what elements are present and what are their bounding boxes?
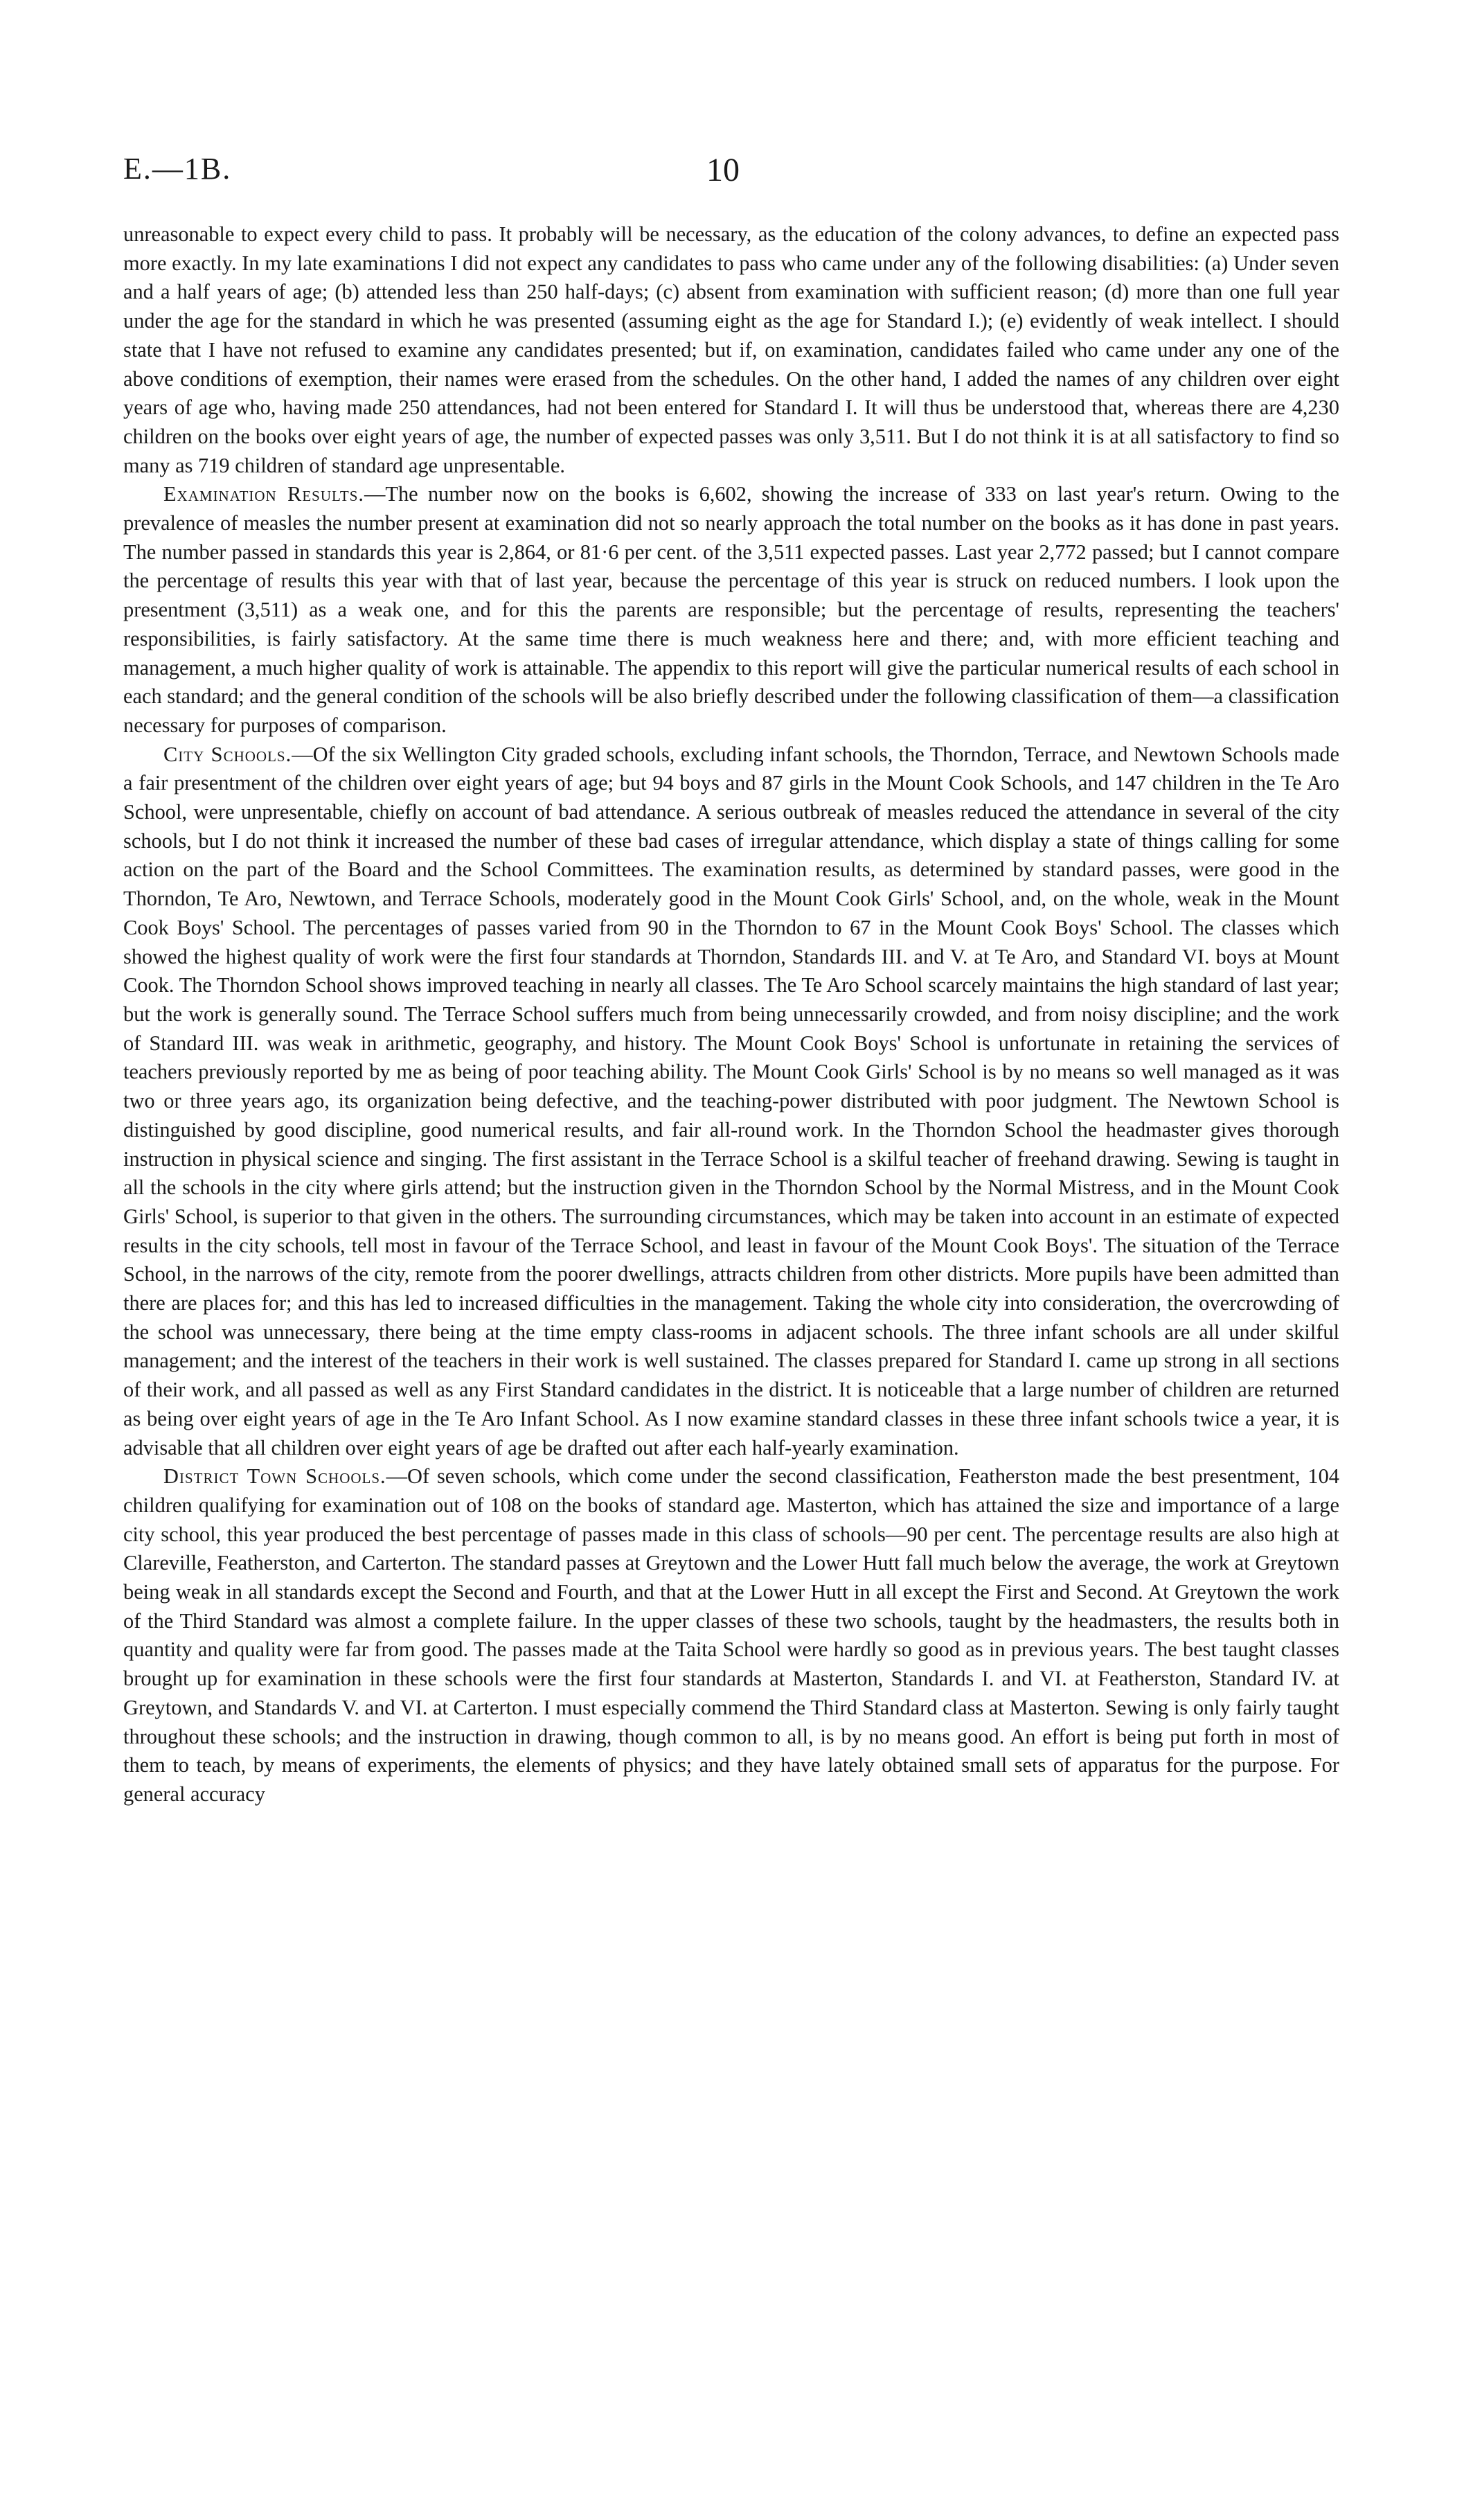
section-heading: Examination Results. — [163, 482, 364, 506]
paragraph-text: —The number now on the books is 6,602, showing the increase of 333 on last year's return. Owing to the prevalence of measles the number present at examination did not so nearly approach the total number on the books as it has done in past years. The number passed in standards this year is 2,864, or 81·6 per cent. of the 3,511 expected passes. Last year 2,772 passed; but I cannot compare the percentage of results this year with that of last year, because the percentage of this year is struck on reduced numbers. I look upon the presentment (3,511) as a weak one, and for this the parents are responsible; but the percentage of results, representing the teachers' responsibilities, is fairly satisfactory. At the same time there is much weakness here and there; and, with more efficient teaching and management, a much higher quality of work is attainable. The appendix to this report will give the particular numerical results of each school in each standard; and the general condition of the schools will be also briefly described under the following classification of them—a classification necessary for purposes of comparison. — [123, 482, 1339, 737]
page-header — [123, 151, 1339, 193]
page-number: 10 — [706, 152, 740, 188]
paragraph-city-schools — [123, 740, 1339, 1463]
paragraph-text: unreasonable to expect every child to pass. It probably will be necessary, as the education of the colony advances, to define an expected pass more exactly. In my late examinations I did not expect any candidates to pass who came under any of the following disabilities: (a) Under seven and a half years of age; (b) attended less than 250 half-days; (c) absent from examination with sufficient reason; (d) more than one full year under the age for the standard in which he was presented (assuming eight as the age for Standard I.); (e) evidently of weak intellect. I should state that I have not refused to examine any candidates presented; but if, on examination, candidates failed who came under any one of the above conditions of exemption, their names were erased from the schedules. On the other hand, I added the names of any children over eight years of age who, having made 250 attendances, had not been entered for Standard I. It will thus be understood that, whereas there are 4,230 children on the books over eight years of age, the number of expected passes was only 3,511. But I do not think it is at all satisfactory to find so many as 719 children of standard age unpresentable. — [123, 222, 1339, 477]
document-reference: E.—1B. — [123, 152, 232, 186]
section-heading: District Town Schools. — [163, 1464, 386, 1489]
paragraph-continuation — [123, 220, 1339, 480]
report-body — [123, 220, 1339, 1809]
section-heading: City Schools. — [163, 742, 292, 766]
paragraph-text: —Of the six Wellington City graded schools, excluding infant schools, the Thorndon, Terrace, and Newtown Schools made a fair presentment of the children over eight years of age; but 94 boys and 87 girls in the Mount Cook Schools, and 147 children in the Te Aro School, were unpresentable, chiefly on account of bad attendance. A serious outbreak of measles reduced the attendance in several of the city schools, but I do not think it increased the number of these bad cases of irregular attendance, which display a state of things calling for some action on the part of the Board and the School Committees. The examination results, as determined by standard passes, were good in the Thorndon, Te Aro, Newtown, and Terrace Schools, moderately good in the Mount Cook Girls' School, and, on the whole, weak in the Mount Cook Boys' School. The percentages of passes varied from 90 in the Thorndon to 67 in the Mount Cook Boys' School. The classes which showed the highest quality of work were the first four standards at Thorndon, Standards III. and V. at Te Aro, and Standard VI. boys at Mount Cook. The Thorndon School shows improved teaching in nearly all classes. The Te Aro School scarcely maintains the high standard of last year; but the work is generally sound. The Terrace School suffers much from being unnecessarily crowded, and from noisy discipline; and the work of Standard III. was weak in arithmetic, geography, and history. The Mount Cook Boys' School is unfortunate in retaining the services of teachers previously reported by me as being of poor teaching ability. The Mount Cook Girls' School is by no means so well managed as it was two or three years ago, its organization being defective, and the teaching-power distributed with poor judgment. The Newtown School is distinguished by good discipline, good numerical results, and fair all-round work. In the Thorndon School the headmaster gives thorough instruction in physical science and singing. The first assistant in the Terrace School is a skilful teacher of freehand drawing. Sewing is taught in all the schools in the city where girls attend; but the instruction given in the Thorndon School by the Normal Mistress, and in the Mount Cook Girls' School, is superior to that given in the others. The surrounding circumstances, which may be taken into account in an estimate of expected results in the city schools, tell most in favour of the Terrace School, and least in favour of the Mount Cook Boys'. The situation of the Terrace School, in the narrows of the city, remote from the poorer dwellings, attracts children from other districts. More pupils have been admitted than there are places for; and this has led to increased difficulties in the management. Taking the whole city into consideration, the overcrowding of the school was unnecessary, there being at the time empty class-rooms in adjacent schools. The three infant schools are all under skilful management; and the interest of the teachers in their work is well sustained. The classes prepared for Standard I. came up strong in all sections of their work, and all passed as well as any First Standard candidates in the district. It is noticeable that a large number of children are returned as being over eight years of age in the Te Aro Infant School. As I now examine standard classes in these three infant schools twice a year, it is advisable that all children over eight years of age be drafted out after each half-yearly examination. — [123, 742, 1339, 1459]
paragraph-examination-results — [123, 480, 1339, 740]
paragraph-text: —Of seven schools, which come under the second classification, Featherston made the best presentment, 104 children qualifying for examination out of 108 on the books of standard age. Masterton, which has attained the size and importance of a large city school, this year produced the best percentage of passes made in this class of schools—90 per cent. The percentage results are also high at Clareville, Featherston, and Carterton. The standard passes at Greytown and the Lower Hutt fall much below the average, the work at Greytown being weak in all standards except the Second and Fourth, and that at the Lower Hutt in all except the First and Second. At Greytown the work of the Third Standard was almost a complete failure. In the upper classes of these two schools, taught by the headmasters, the results both in quantity and quality were far from good. The passes made at the Taita School were hardly so good as in previous years. The best taught classes brought up for examination in these schools were the first four standards at Masterton, Standards I. and VI. at Featherston, Standard IV. at Greytown, and Standards V. and VI. at Carterton. I must especially commend the Third Standard class at Masterton. Sewing is only fairly taught throughout these schools; and the instruction in drawing, though common to all, is by no means good. An effort is being put forth in most of them to teach, by means of experiments, the elements of physics; and they have lately obtained small sets of apparatus for the purpose. For general accuracy — [123, 1464, 1339, 1806]
paragraph-district-town-schools — [123, 1462, 1339, 1809]
